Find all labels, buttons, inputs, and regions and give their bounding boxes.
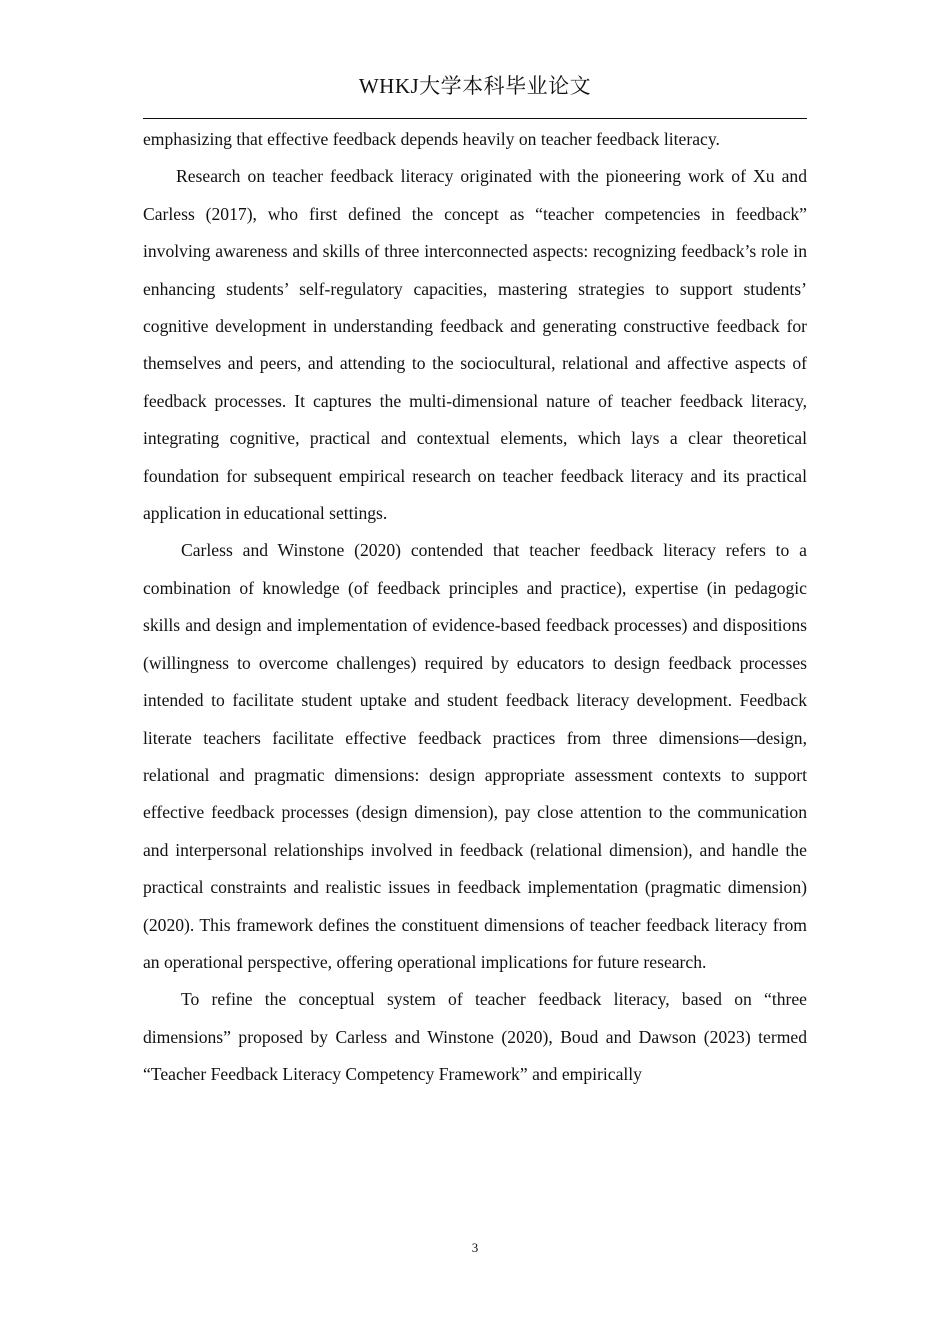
running-header-title: WHKJ大学本科毕业论文 xyxy=(358,74,592,98)
page-number: 3 xyxy=(471,1240,479,1255)
paragraph-carless-winstone: Carless and Winstone (2020) contended that teacher feedback literacy refers to a combination of knowledge (of feedback principles and practice), expertise (in pedagogic skills and design and implementation of evidence-based feedback processes) and dispositions (willingness to overcome challenges) required by educators to design feedback processes intended to facilitate student uptake and student feedback literacy development. Feedback literate teachers facilitate effective feedback practices from three dimensions—design, relational and pragmatic dimensions: design appropriate assessment contexts to support effective feedback processes (design dimension), pay close attention to the communication and interpersonal relationships involved in feedback (relational dimension), and handle the practical constraints and realistic issues in feedback implementation (pragmatic dimension)(2020). This framework defines the constituent dimensions of teacher feedback literacy from an operational perspective, offering operational implications for future research. xyxy=(143,540,807,972)
paragraph-xu-carless: Research on teacher feedback literacy originated with the pioneering work of Xu and Carless (2017), who first defined the concept as “teacher competencies in feedback” involving awareness and skills of three interconnected aspects: recognizing feedback’s role in enhancing students’ self-regulatory capacities, mastering strategies to support students’ cognitive development in understanding feedback and generating constructive feedback for themselves and peers, and attending to the sociocultural, relational and affective aspects of feedback processes. It captures the multi-dimensional nature of teacher feedback literacy, integrating cognitive, practical and contextual elements, which lays a clear theoretical foundation for subsequent empirical research on teacher feedback literacy and its practical application in educational settings. xyxy=(143,166,807,524)
paragraph-continuation: emphasizing that effective feedback depends heavily on teacher feedback literacy. xyxy=(143,129,720,149)
header-divider xyxy=(143,118,807,119)
paragraph-boud-dawson: To refine the conceptual system of teacher feedback literacy, based on “three dimensions” proposed by Carless and Winstone (2020), Boud and Dawson (2023) termed “Teacher Feedback Literacy Competency Framework” and empirically xyxy=(143,989,807,1085)
page-body xyxy=(143,121,807,1094)
